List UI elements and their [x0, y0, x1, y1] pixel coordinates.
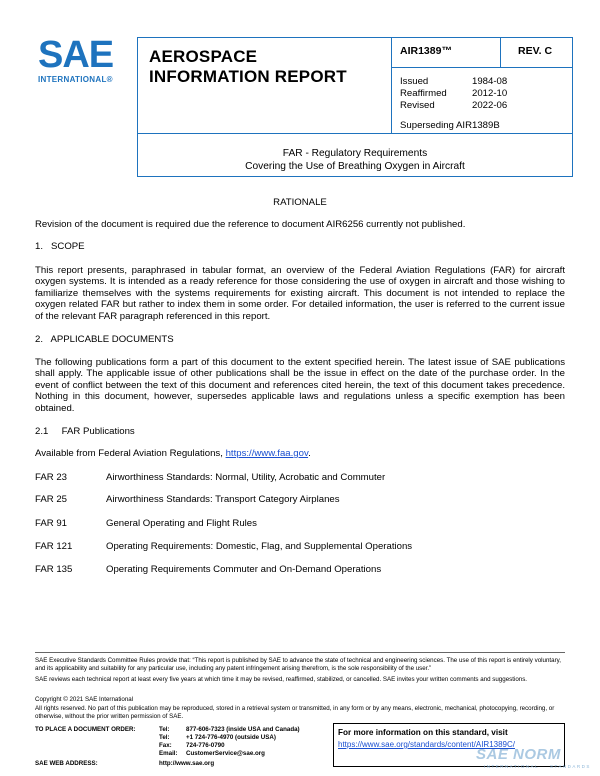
scope-heading: 1. SCOPE: [35, 241, 85, 252]
contact-value: +1 724-776-4970 (outside USA): [186, 734, 276, 741]
far-title: Operating Requirements Commuter and On-Demand Operations: [106, 564, 382, 575]
subject-line-1: FAR - Regulatory Requirements: [282, 148, 428, 159]
contact-label: Email:: [159, 750, 178, 757]
rights-text: All rights reserved. No part of this publication may be reproduced, stored in a retrieval system or transmitted, in any form or by any means, electronic, mechanical, photocopying, recording, or otherwise, without the prior written permission of SAE.: [35, 705, 555, 720]
registered-mark: ®: [106, 75, 113, 84]
far-code: FAR 23: [35, 472, 67, 483]
sae-logo: [38, 36, 120, 86]
superseding-note: Superseding AIR1389B: [400, 120, 500, 131]
far-title: Operating Requirements: Domestic, Flag, and Supplemental Operations: [106, 541, 413, 552]
far-code: FAR 135: [35, 564, 73, 575]
date-value-revised: 2022-06: [472, 100, 508, 111]
date-label-revised: Revised: [400, 100, 435, 111]
far-title: Airworthiness Standards: Normal, Utility, Acrobatic and Commuter: [106, 472, 386, 483]
far-code: FAR 25: [35, 494, 67, 505]
standard-link[interactable]: https://www.sae.org/standards/content/AIR1389C/: [338, 740, 515, 749]
far-availability: Available from Federal Aviation Regulations, https://www.faa.gov.: [35, 448, 311, 459]
review-text: SAE reviews each technical report at least every five years at which time it may be revised, reaffirmed, stabilized, or cancelled. SAE invites your written comments and suggestions.: [35, 676, 528, 683]
far-title: Airworthiness Standards: Transport Category Airplanes: [106, 494, 340, 505]
contact-email[interactable]: CustomerService@sae.org: [186, 750, 265, 757]
date-label-reaffirmed: Reaffirmed: [400, 88, 447, 99]
contact-value: 724-776-0790: [186, 742, 225, 749]
subject-line-2: Covering the Use of Breathing Oxygen in Aircraft: [245, 161, 465, 172]
revision-label: REV. C: [518, 45, 553, 57]
watermark-subtitle: INTERNATIONAL STANDARDS: [484, 764, 591, 769]
date-label-issued: Issued: [400, 76, 429, 87]
watermark: SAE NORM: [476, 746, 561, 763]
far-code: FAR 121: [35, 541, 73, 552]
committee-rules-text: SAE Executive Standards Committee Rules provide that: “This report is published by SAE to advance the state of technical and engineering sciences. The use of this report is entirely voluntary, and its applicability and suitability for any particular use, including any patent infringement arising therefrom, is the sole responsibility of the user.”: [35, 657, 561, 672]
contact-label: Tel:: [159, 726, 170, 733]
contact-label: Tel:: [159, 734, 170, 741]
contact-label: Fax:: [159, 742, 172, 749]
scope-text: This report presents, paraphrased in tabular format, an overview of the Federal Aviation Regulations (FAR) for aircraft oxygen systems. It is intended as a ready reference for those considering the use of oxygen in aircraft and those wishing to familiarize themselves with the systems requirements for existing aircraft. This document is not intended to replace the oxygen related FAR but rather to index them in some order. For detailed information, the user is referred to the current issue of the relevant FAR paragraph referenced in this report.: [35, 265, 565, 322]
far-code: FAR 91: [35, 518, 67, 529]
footer-divider: [35, 652, 565, 653]
copyright: Copyright © 2021 SAE International: [35, 696, 134, 703]
date-value-issued: 1984-08: [472, 76, 508, 87]
date-value-reaffirmed: 2012-10: [472, 88, 508, 99]
document-number: AIR1389™: [400, 45, 452, 57]
logo-subtitle: INTERNATIONAL: [38, 75, 107, 84]
web-address[interactable]: http://www.sae.org: [159, 760, 215, 767]
web-label: SAE WEB ADDRESS:: [35, 760, 98, 767]
report-type: AEROSPACE INFORMATION REPORT: [149, 47, 347, 86]
logo-mark: SAE: [38, 34, 114, 76]
faa-link[interactable]: https://www.faa.gov: [225, 448, 309, 459]
applicable-documents-heading: 2. APPLICABLE DOCUMENTS: [35, 334, 174, 345]
applicable-documents-text: The following publications form a part of this document to the extent specified herein. The latest issue of SAE publications shall apply. The applicable issue of other publications shall be the issue in effect on the date of the purchase order. In the event of conflict between the text of this document and references cited herein, the text of this document takes precedence. Nothing in this document, however, supersedes applicable laws and regulations unless a specific exemption has been obtained.: [35, 357, 565, 414]
far-title: General Operating and Flight Rules: [106, 518, 257, 529]
far-publications-heading: 2.1 FAR Publications: [35, 426, 135, 437]
contact-value: 877-606-7323 (inside USA and Canada): [186, 726, 300, 733]
order-label: TO PLACE A DOCUMENT ORDER:: [35, 726, 136, 733]
more-info-title: For more information on this standard, visit: [338, 728, 508, 737]
rationale-text: Revision of the document is required due the reference to document AIR6256 currently not published.: [35, 219, 466, 230]
rationale-heading: RATIONALE: [273, 197, 327, 208]
